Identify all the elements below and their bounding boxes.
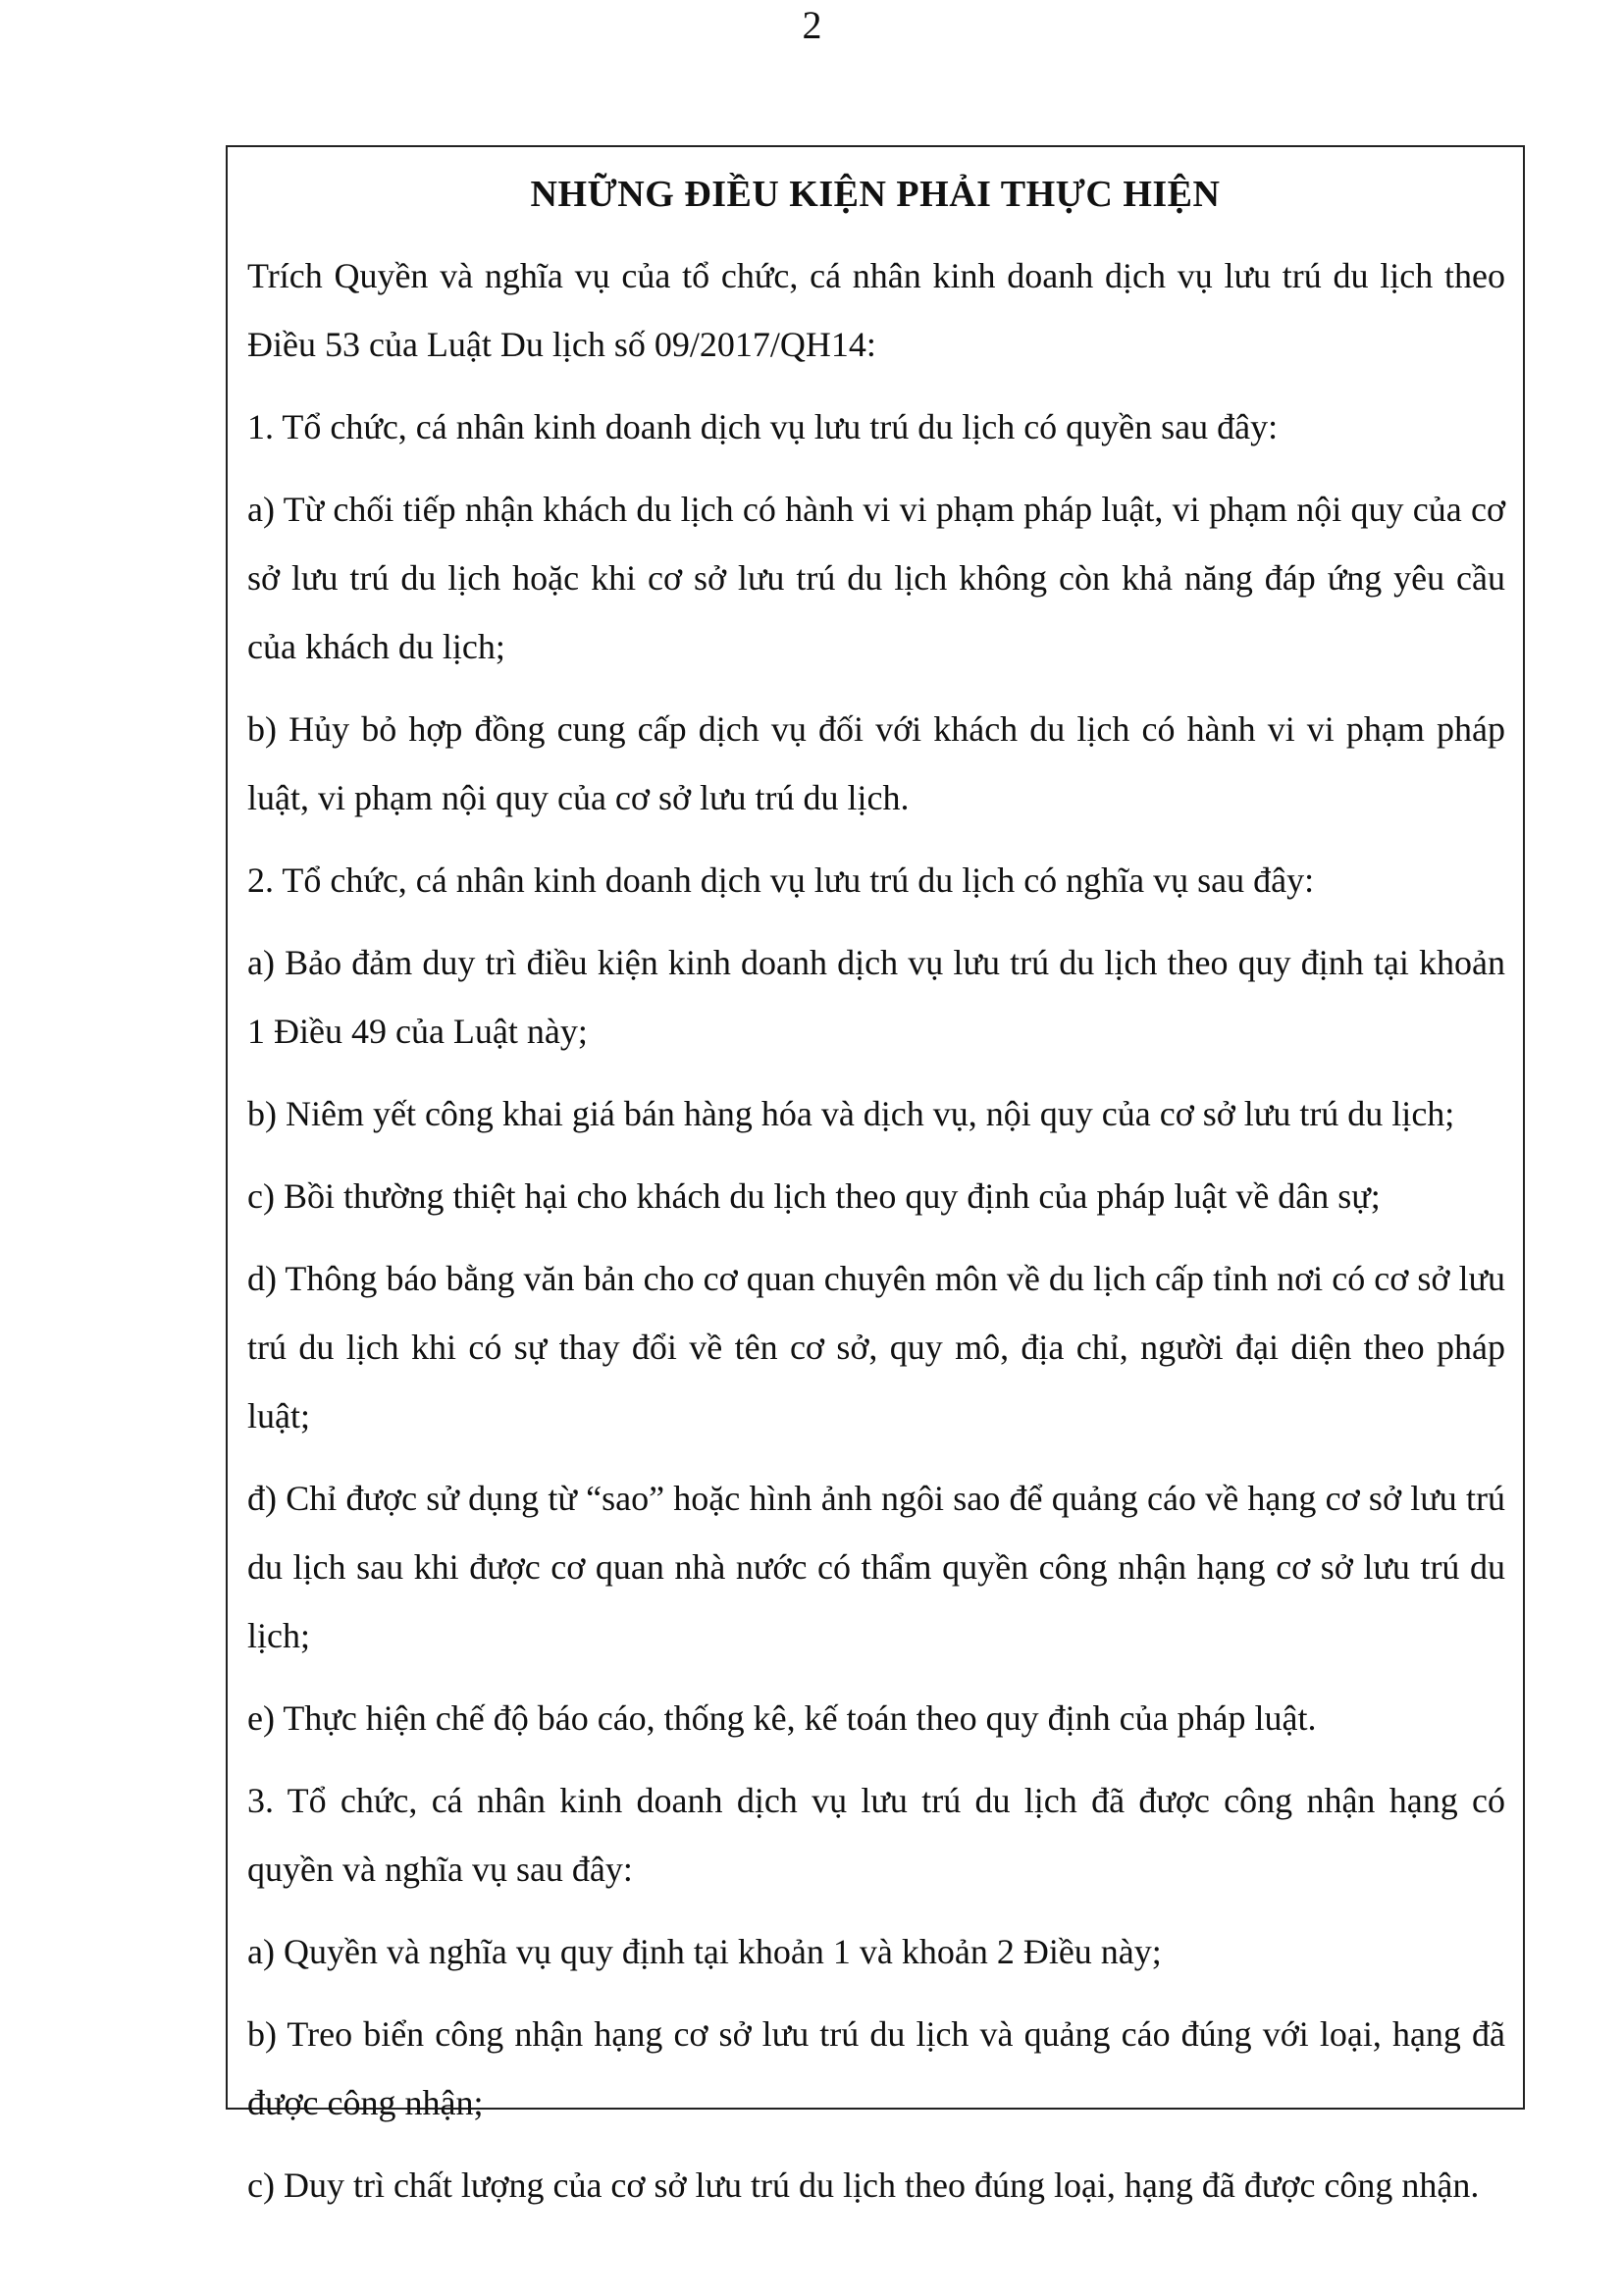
page-number: 2 — [802, 3, 822, 47]
intro-paragraph: Trích Quyền và nghĩa vụ của tổ chức, cá nhân kinh doanh dịch vụ lưu trú du lịch theo Điều 53 của Luật Du lịch số 09/2017/QH14: — [247, 256, 1505, 364]
section-body — [247, 241, 1505, 2233]
clause-2-heading: 2. Tổ chức, cá nhân kinh doanh dịch vụ lưu trú du lịch có nghĩa vụ sau đây: — [247, 861, 1315, 900]
clause-2d: d) Thông báo bằng văn bản cho cơ quan chuyên môn về du lịch cấp tỉnh nơi có cơ sở lưu trú du lịch khi có sự thay đổi về tên cơ sở, quy mô, địa chỉ, người đại diện theo pháp luật; — [247, 1259, 1505, 1435]
clause-1-heading: 1. Tổ chức, cá nhân kinh doanh dịch vụ lưu trú du lịch có quyền sau đây: — [247, 407, 1279, 446]
clause-3-heading: 3. Tổ chức, cá nhân kinh doanh dịch vụ lưu trú du lịch đã được công nhận hạng có quyền và nghĩa vụ sau đây: — [247, 1781, 1505, 1889]
clause-2c: c) Bồi thường thiệt hại cho khách du lịch theo quy định của pháp luật về dân sự; — [247, 1176, 1381, 1216]
clause-3a: a) Quyền và nghĩa vụ quy định tại khoản 1 và khoản 2 Điều này; — [247, 1932, 1162, 1971]
clause-1b: b) Hủy bỏ hợp đồng cung cấp dịch vụ đối với khách du lịch có hành vi vi phạm pháp luật, vi phạm nội quy của cơ sở lưu trú du lịch. — [247, 709, 1505, 817]
clause-2b: b) Niêm yết công khai giá bán hàng hóa và dịch vụ, nội quy của cơ sở lưu trú du lịch; — [247, 1094, 1455, 1133]
clause-2a: a) Bảo đảm duy trì điều kiện kinh doanh dịch vụ lưu trú du lịch theo quy định tại khoản 1 Điều 49 của Luật này; — [247, 943, 1505, 1051]
clause-2dd: đ) Chỉ được sử dụng từ “sao” hoặc hình ảnh ngôi sao để quảng cáo về hạng cơ sở lưu trú du lịch sau khi được cơ quan nhà nước có thẩm quyền công nhận hạng cơ sở lưu trú du lịch; — [247, 1479, 1505, 1655]
clause-1a: a) Từ chối tiếp nhận khách du lịch có hành vi vi phạm pháp luật, vi phạm nội quy của cơ sở lưu trú du lịch hoặc khi cơ sở lưu trú du lịch không còn khả năng đáp ứng yêu cầu của khách du lịch; — [247, 490, 1505, 666]
clause-2e: e) Thực hiện chế độ báo cáo, thống kê, kế toán theo quy định của pháp luật. — [247, 1698, 1317, 1738]
section-title: NHỮNG ĐIỀU KIỆN PHẢI THỰC HIỆN — [530, 174, 1221, 215]
clause-3c: c) Duy trì chất lượng của cơ sở lưu trú du lịch theo đúng loại, hạng đã được công nhận. — [247, 2166, 1480, 2205]
clause-3b: b) Treo biển công nhận hạng cơ sở lưu trú du lịch và quảng cáo đúng với loại, hạng đã được công nhận; — [247, 2014, 1505, 2122]
